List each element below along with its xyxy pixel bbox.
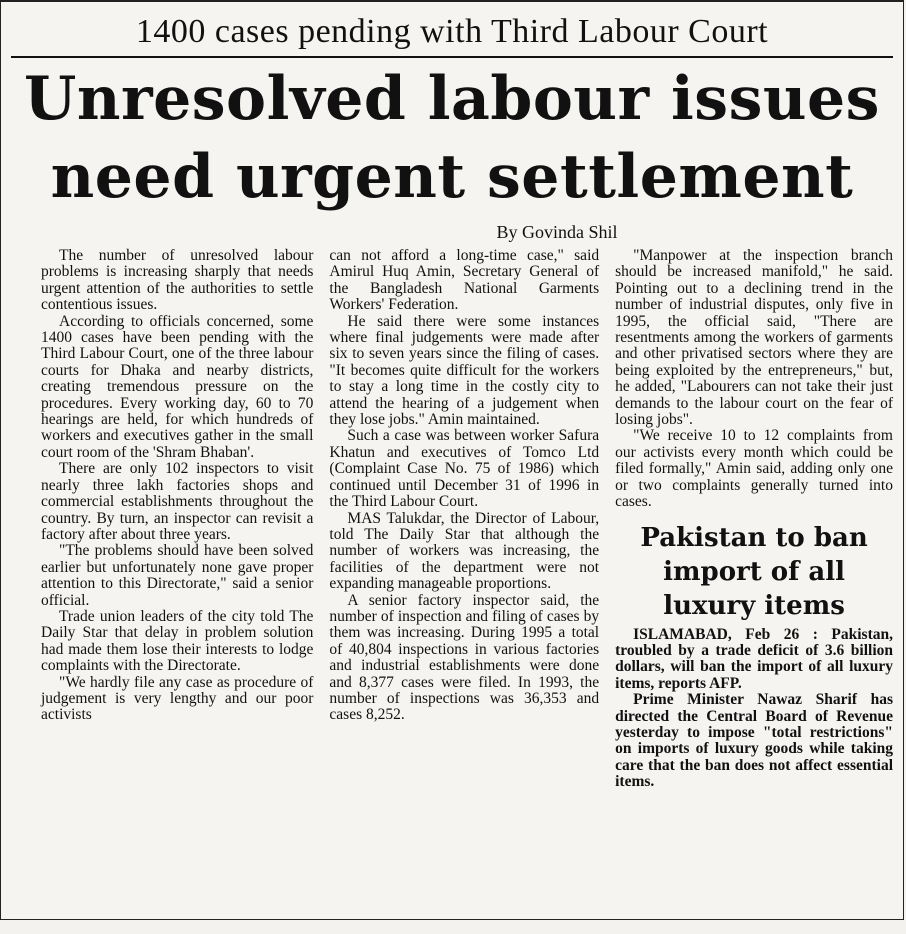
paragraph: "We receive 10 to 12 complaints from our activists every month which could be filed formally," Amin said, adding only one or two complaints generally turned into cases. — [615, 427, 893, 511]
side-story-title: Pakistan to ban import of all luxury items — [640, 522, 868, 621]
kicker-headline: 1400 cases pending with Third Labour Court — [135, 13, 769, 50]
column-1 — [41, 248, 313, 909]
column-3 — [615, 248, 893, 909]
paragraph: Such a case was between worker Safura Khatun and executives of Tomco Ltd (Complaint Case No. 75 of 1986) which continued until December 31 of 1996 in the Third Labour Court. — [329, 427, 600, 511]
paragraph: "Manpower at the inspection branch should be increased manifold," he said. Pointing out to a declining trend in the number of industrial disputes, only five in 1995, the official said, "There are resentments among the workers of garments and other privatised sectors where they are being exploited by the entrepreneurs," but, he added, "Labourers can not take their just demands to the labour court on the fear of losing jobs". — [615, 247, 893, 429]
paragraph: MAS Talukdar, the Director of Labour, told The Daily Star that although the number of workers was increasing, the facilities of the department were not expanding manageable proportions. — [329, 509, 600, 593]
paragraph: Prime Minister Nawaz Sharif has directed the Central Board of Revenue yesterday to impose "total restrictions" on imports of luxury goods while taking care that the ban does not affect essential items. — [615, 691, 893, 791]
side-story-body — [615, 627, 893, 791]
kicker-rule — [11, 56, 893, 58]
paragraph: Trade union leaders of the city told The Daily Star that delay in problem solution had made them lose their interests to lodge complaints with the Directorate. — [41, 607, 314, 675]
paragraph: A senior factory inspector said, the number of inspection and filing of cases by them was increasing. During 1995 a total of 40,804 inspections in various factories and industrial establishments were done and 8,377 cases were filed. In 1993, the number of inspections was 36,353 and cases 8,252. — [329, 591, 600, 724]
column-2 — [329, 248, 599, 909]
article-columns — [41, 248, 893, 909]
paragraph: "We hardly file any case as procedure of judgement is very lengthy and our poor activists — [41, 673, 314, 724]
paragraph: can not afford a long-time case," said Amirul Huq Amin, Secretary General of the Bangladesh National Garments Workers' Federation. — [329, 247, 600, 314]
paragraph: "The problems should have been solved earlier but unfortunately none gave proper attention to this Directorate," said a senior official. — [41, 542, 314, 609]
main-headline — [1, 60, 903, 216]
headline-line-2: need urgent settlement — [50, 142, 854, 212]
paragraph: ISLAMABAD, Feb 26 : Pakistan, troubled by a trade deficit of 3.6 billion dollars, will ban the import of all luxury items, reports AFP. — [615, 625, 893, 692]
paragraph: The number of unresolved labour problems is increasing sharply that needs urgent attention of the authorities to settle contentious issues. — [41, 247, 314, 314]
headline-line-1: Unresolved labour issues — [24, 64, 880, 134]
paragraph: There are only 102 inspectors to visit nearly three lakh factories shops and commercial establishments throughout the country. By turn, an inspector can revisit a factory after about three years. — [41, 460, 314, 543]
paragraph: According to officials concerned, some 1400 cases have been pending with the Third Labour Court, one of the three labour courts for Dhaka and nearby districts, creating tremendous pressure on the procedures. Every working day, 60 to 70 hearings are held, for which hundreds of workers and executives gather in the small court room of the 'Shram Bhaban'. — [41, 312, 314, 461]
byline: By Govinda Shil — [496, 222, 618, 242]
paragraph: He said there were some instances where final judgements were made after six to seven years since the filing of cases. "It becomes quite difficult for the workers to stay a long time in the costly city to attend the hearing of a judgement when they lose jobs." Amin maintained. — [329, 312, 600, 429]
